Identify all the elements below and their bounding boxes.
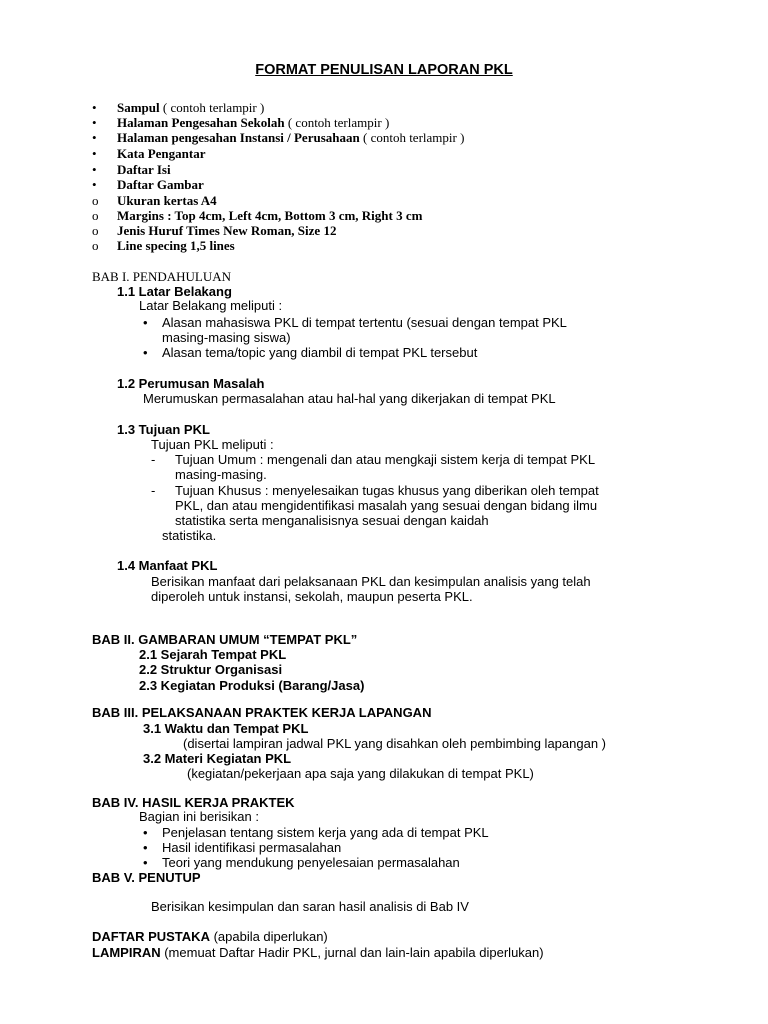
list-item-continuation: masing-masing. xyxy=(175,467,267,482)
section-1-1-title: 1.1 Latar Belakang xyxy=(117,284,232,299)
bullet: • xyxy=(143,345,148,360)
section-1-2-title: 1.2 Perumusan Masalah xyxy=(117,376,265,391)
list-item: Alasan mahasiswa PKL di tempat tertentu (sesuai dengan tempat PKL xyxy=(162,315,567,330)
list-item: Alasan tema/topic yang diambil di tempat PKL tersebut xyxy=(162,345,478,360)
list-item-continuation: statistika. xyxy=(162,528,217,543)
section-1-4-text: Berisikan manfaat dari pelaksanaan PKL dan kesimpulan analisis yang telah xyxy=(151,574,591,589)
list-item: Sampul ( contoh terlampir ) xyxy=(117,100,265,115)
bab5-heading: BAB V. PENUTUP xyxy=(92,870,201,885)
bullet: • xyxy=(143,855,148,870)
list-marker: o xyxy=(92,223,99,238)
list-marker: o xyxy=(92,238,99,253)
list-item: Ukuran kertas A4 xyxy=(117,193,217,208)
list-marker: • xyxy=(92,146,97,161)
section-3-2-title: 3.2 Materi Kegiatan PKL xyxy=(143,751,292,766)
lampiran-line: LAMPIRAN (memuat Daftar Hadir PKL, jurnal dan lain-lain apabila diperlukan) xyxy=(92,945,544,960)
document-title: FORMAT PENULISAN LAPORAN PKL xyxy=(255,62,513,78)
list-item: Margins : Top 4cm, Left 4cm, Bottom 3 cm, Right 3 cm xyxy=(117,208,423,223)
bab4-intro: Bagian ini berisikan : xyxy=(139,809,259,824)
list-item: Hasil identifikasi permasalahan xyxy=(162,840,342,855)
list-item-continuation: masing-masing siswa) xyxy=(162,330,291,345)
bab5-text: Berisikan kesimpulan dan saran hasil analisis di Bab IV xyxy=(151,899,469,914)
list-marker: • xyxy=(92,100,97,115)
section-2-1: 2.1 Sejarah Tempat PKL xyxy=(139,647,287,662)
list-item: Teori yang mendukung penyelesaian permasalahan xyxy=(162,855,460,870)
dash-marker: - xyxy=(151,483,156,498)
list-item: Tujuan Umum : mengenali dan atau mengkaji sistem kerja di tempat PKL xyxy=(175,452,596,467)
bab2-heading: BAB II. GAMBARAN UMUM “TEMPAT PKL” xyxy=(92,632,358,647)
list-marker: o xyxy=(92,208,99,223)
list-item: Line specing 1,5 lines xyxy=(117,238,235,253)
section-1-4-title: 1.4 Manfaat PKL xyxy=(117,558,218,573)
daftar-pustaka-line: DAFTAR PUSTAKA (apabila diperlukan) xyxy=(92,929,328,944)
list-item: Halaman pengesahan Instansi / Perusahaan ( contoh terlampir ) xyxy=(117,130,465,145)
section-3-2-text: (kegiatan/pekerjaan apa saja yang dilakukan di tempat PKL) xyxy=(187,766,534,781)
section-1-3-title: 1.3 Tujuan PKL xyxy=(117,422,210,437)
list-marker: o xyxy=(92,193,99,208)
bullet: • xyxy=(143,825,148,840)
list-item: Daftar Gambar xyxy=(117,177,204,192)
section-1-1-intro: Latar Belakang meliputi : xyxy=(139,298,283,313)
bab4-heading: BAB IV. HASIL KERJA PRAKTEK xyxy=(92,795,295,810)
section-1-3-intro: Tujuan PKL meliputi : xyxy=(151,437,274,452)
list-marker: • xyxy=(92,162,97,177)
list-item: Tujuan Khusus : menyelesaikan tugas khusus yang diberikan oleh tempat xyxy=(175,483,599,498)
section-1-4-text: diperoleh untuk instansi, sekolah, maupun peserta PKL. xyxy=(151,589,473,604)
section-1-2-text: Merumuskan permasalahan atau hal-hal yang dikerjakan di tempat PKL xyxy=(143,391,556,406)
bab3-heading: BAB III. PELAKSANAAN PRAKTEK KERJA LAPANGAN xyxy=(92,705,432,720)
dash-marker: - xyxy=(151,452,156,467)
bullet: • xyxy=(143,315,148,330)
list-item-continuation: PKL, dan atau mengidentifikasi masalah yang sesuai dengan bidang ilmu xyxy=(175,498,598,513)
list-item: Jenis Huruf Times New Roman, Size 12 xyxy=(117,223,337,238)
list-item: Halaman Pengesahan Sekolah ( contoh terlampir ) xyxy=(117,115,390,130)
section-2-2: 2.2 Struktur Organisasi xyxy=(139,662,283,677)
list-marker: • xyxy=(92,130,97,145)
list-item-continuation: statistika serta menganalisisnya sesuai dengan kaidah xyxy=(175,513,489,528)
list-marker: • xyxy=(92,177,97,192)
section-3-1-text: (disertai lampiran jadwal PKL yang disahkan oleh pembimbing lapangan ) xyxy=(183,736,606,751)
list-item: Penjelasan tentang sistem kerja yang ada di tempat PKL xyxy=(162,825,489,840)
list-item: Kata Pengantar xyxy=(117,146,206,161)
bullet: • xyxy=(143,840,148,855)
list-item: Daftar Isi xyxy=(117,162,171,177)
list-marker: • xyxy=(92,115,97,130)
section-2-3: 2.3 Kegiatan Produksi (Barang/Jasa) xyxy=(139,678,365,693)
section-3-1-title: 3.1 Waktu dan Tempat PKL xyxy=(143,721,309,736)
bab1-heading: BAB I. PENDAHULUAN xyxy=(92,269,232,284)
